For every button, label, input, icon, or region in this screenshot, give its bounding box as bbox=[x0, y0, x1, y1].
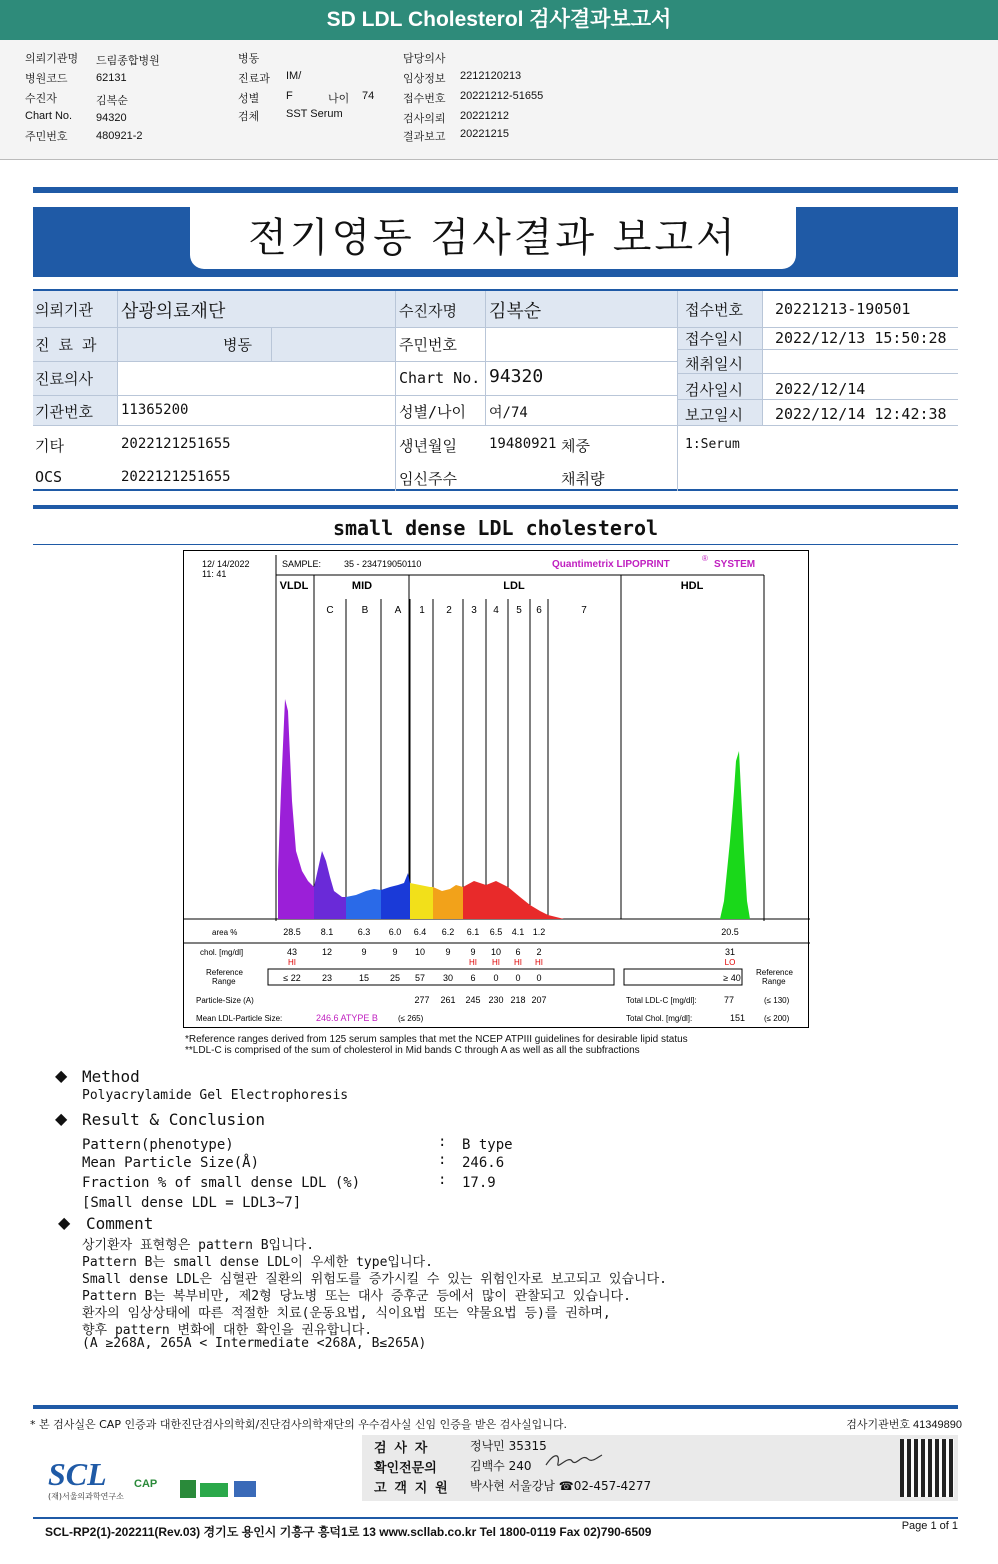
hdr-left-label-2: 수진자 bbox=[25, 93, 57, 105]
result-sep: : bbox=[438, 1152, 447, 1168]
grid-value-bg bbox=[117, 327, 395, 361]
chart-group-label: MID bbox=[351, 580, 373, 592]
grid-line bbox=[33, 361, 677, 362]
ocs-value: 2022121251655 bbox=[121, 469, 231, 485]
hdr-age-label: 나이 bbox=[328, 93, 350, 105]
diamond-bullet-icon: ◆ bbox=[58, 1213, 71, 1232]
sig-value: 정낙민 35315 bbox=[470, 1439, 547, 1453]
chart-mean-ref: (≤ 265) bbox=[398, 1014, 424, 1023]
acc-date-value: 2022/12/13 15:50:28 bbox=[775, 329, 947, 347]
chart-chol-value: 9 bbox=[445, 947, 451, 957]
chart-content bbox=[184, 554, 810, 1023]
chart-area-value: 6.5 bbox=[489, 927, 503, 937]
footer-bottom-rule bbox=[33, 1517, 958, 1519]
chart-area-value: 4.1 bbox=[511, 927, 525, 937]
chart-date: 12/ 14/2022 bbox=[202, 559, 250, 569]
chart-ref-value: 25 bbox=[389, 973, 401, 983]
chart-ref-value: 6 bbox=[470, 973, 476, 983]
section-title: small dense LDL cholesterol bbox=[332, 516, 659, 540]
chart-chol-flag: HI bbox=[514, 958, 522, 967]
title-box bbox=[190, 207, 796, 269]
req-inst-label: 의뢰기관 bbox=[35, 301, 93, 319]
chart-ref-label: Reference bbox=[206, 968, 243, 977]
chart-band-label: 2 bbox=[446, 605, 452, 616]
footnote-2: **LDL-C is comprised of the sum of cholesterol in Mid bands C through A as well as all the subfractions bbox=[185, 1045, 640, 1056]
result-sep: : bbox=[438, 1172, 447, 1188]
diamond-bullet-icon: ◆ bbox=[55, 1109, 68, 1128]
chart-chol-value: 43 bbox=[286, 947, 298, 957]
chart-particle-value: 207 bbox=[531, 995, 547, 1005]
hdr-right-value-1: 2212120213 bbox=[460, 70, 522, 82]
doctor-label: 진료의사 bbox=[35, 370, 93, 388]
diamond-bullet-icon: ◆ bbox=[55, 1066, 68, 1085]
chart-ref-label-right: Reference bbox=[756, 968, 793, 977]
grid-line bbox=[485, 291, 486, 425]
result-row-value: B type bbox=[462, 1137, 513, 1153]
grid-line bbox=[271, 327, 272, 361]
hdr-mid-label-3: 검체 bbox=[238, 111, 260, 123]
hdr-left-value-1: 62131 bbox=[96, 72, 127, 84]
hdr-right-value-3: 20221212 bbox=[460, 110, 509, 122]
sig-label: 확인전문의 bbox=[374, 1461, 437, 1476]
chart-label: Chart No. bbox=[399, 369, 481, 387]
chart-hdl-chol: 31 bbox=[724, 947, 736, 957]
chart-mean-label: Mean LDL-Particle Size: bbox=[196, 1014, 283, 1023]
section-rule-thin bbox=[33, 544, 958, 545]
chart-curve-area bbox=[410, 883, 433, 919]
hdr-left-label-4: 주민번호 bbox=[25, 131, 68, 143]
chart-hdl-flag: LO bbox=[724, 958, 736, 967]
institution-number: 검사기관번호 41349890 bbox=[846, 1419, 962, 1431]
report-label: 보고일시 bbox=[685, 406, 743, 424]
preg-label: 임신주수 bbox=[399, 470, 457, 488]
chart-chol-flag: HI bbox=[492, 958, 500, 967]
chart-group-label: LDL bbox=[503, 580, 525, 592]
section-rule bbox=[33, 505, 958, 509]
hdr-mid-value-2: F bbox=[286, 90, 293, 102]
chart-band-label: 3 bbox=[471, 605, 477, 616]
hdr-mid-label-1: 진료과 bbox=[238, 73, 270, 85]
chart-ref-label-2: Range bbox=[212, 977, 236, 986]
chart-group-label: HDL bbox=[680, 580, 704, 592]
result-row-label: Fraction % of small dense LDL (%) bbox=[82, 1175, 361, 1191]
grid-line bbox=[677, 291, 678, 491]
chart-ref-value: 0 bbox=[493, 973, 499, 983]
hdr-right-label-4: 결과보고 bbox=[403, 131, 446, 143]
chart-area-value: 6.0 bbox=[388, 927, 402, 937]
sig-label: 고 객 지 원 bbox=[374, 1481, 448, 1496]
accreditation-logo bbox=[200, 1483, 228, 1497]
chart-chol-value: 10 bbox=[414, 947, 426, 957]
chart-band-label: A bbox=[394, 605, 402, 616]
chart-brand-mark: ® bbox=[702, 554, 708, 563]
hdr-left-label-3: Chart No. bbox=[25, 110, 73, 122]
hdr-mid-label-2: 성별 bbox=[238, 93, 260, 105]
method-title: Method bbox=[82, 1067, 140, 1086]
dept-label: 진 료 과 bbox=[35, 336, 97, 354]
chart-area-label: area % bbox=[212, 928, 238, 937]
hdr-right-value-2: 20221212-51655 bbox=[460, 90, 544, 102]
grid-line bbox=[395, 291, 396, 491]
hdr-left-label-0: 의뢰기관명 bbox=[25, 53, 79, 65]
chart-chol-value: 10 bbox=[490, 947, 502, 957]
comment-line: 상기환자 표현형은 pattern B입니다. bbox=[82, 1238, 315, 1253]
chart-curve-area bbox=[278, 699, 314, 919]
sig-value: 박사현 서울강남 ☎02-457-4277 bbox=[470, 1479, 652, 1493]
grid-line bbox=[33, 395, 677, 396]
chart-sample-label: SAMPLE: bbox=[282, 559, 322, 569]
ocs-label: OCS bbox=[35, 468, 63, 486]
result-note: [Small dense LDL = LDL3~7] bbox=[82, 1195, 302, 1211]
footnote-1: *Reference ranges derived from 125 serum samples that met the NCEP ATPIII guidelines for desirable lipid status bbox=[185, 1034, 688, 1045]
comment-line: (A ≥268A, 265A < Intermediate <268A, B≤265A) bbox=[82, 1336, 427, 1351]
chart-curve-area bbox=[314, 851, 346, 919]
comment-line: 환자의 임상상태에 따른 적절한 치료(운동요법, 식이요법 또는 약물요법 등)를 권하며, bbox=[82, 1306, 611, 1321]
title-top-rule bbox=[33, 187, 958, 193]
inst-no-value: 11365200 bbox=[121, 402, 189, 418]
hdr-right-label-3: 검사의뢰 bbox=[403, 113, 446, 125]
acc-no-value: 20221213-190501 bbox=[775, 300, 911, 318]
chart-area-value: 6.4 bbox=[413, 927, 427, 937]
req-inst-value: 삼광의료재단 bbox=[121, 301, 226, 322]
chart-ref-label-right-2: Range bbox=[762, 977, 786, 986]
report-title: 전기영동 검사결과 보고서 bbox=[248, 215, 738, 261]
chart-particle-value: 218 bbox=[510, 995, 526, 1005]
footer-address: SCL-RP2(1)-202211(Rev.03) 경기도 용인시 기흥구 흥덕1로 13 www.scllab.co.kr Tel 1800-0119 Fax 02)790-6509 bbox=[45, 1525, 652, 1539]
chart-total-ldl-label: Total LDL-C [mg/dl]: bbox=[626, 996, 697, 1005]
specimen-value: 1:Serum bbox=[685, 437, 740, 452]
test-value: 2022/12/14 bbox=[775, 380, 866, 398]
chart-chol-value: 2 bbox=[536, 947, 542, 957]
hdr-right-value-4: 20221215 bbox=[460, 128, 509, 140]
sig-value: 김백수 240 bbox=[470, 1459, 532, 1473]
report-header-band bbox=[0, 0, 998, 40]
chart-value: 94320 bbox=[489, 366, 544, 387]
chart-ref-value: 23 bbox=[321, 973, 333, 983]
result-title: Result & Conclusion bbox=[82, 1110, 266, 1129]
scl-logo-text: SCL bbox=[48, 1456, 107, 1492]
chart-ref-value: ≤ 22 bbox=[283, 973, 301, 983]
patient-value: 김복순 bbox=[489, 301, 542, 322]
accreditation-logo bbox=[180, 1480, 196, 1498]
chart-chol-value: 9 bbox=[392, 947, 398, 957]
header-info-panel bbox=[0, 40, 998, 160]
hdr-right-label-0: 담당의사 bbox=[403, 53, 446, 65]
hdr-mid-value-1: IM/ bbox=[286, 70, 302, 82]
cap-logo bbox=[134, 1478, 174, 1500]
coll-label: 채취일시 bbox=[685, 355, 743, 373]
chart-band-label: 4 bbox=[493, 605, 499, 616]
chart-curve-area bbox=[381, 873, 410, 919]
hdr-right-label-1: 임상정보 bbox=[403, 73, 446, 85]
grid-line bbox=[33, 327, 958, 328]
chart-group-label: VLDL bbox=[279, 580, 309, 592]
dob-value: 19480921 bbox=[489, 436, 557, 452]
electrophoresis-chart bbox=[183, 550, 809, 1028]
chart-chol-flag: HI bbox=[469, 958, 477, 967]
chart-mean-value: 246.6 ATYPE B bbox=[316, 1013, 378, 1023]
chart-footnotes bbox=[185, 1034, 688, 1056]
chart-ref-value: 30 bbox=[442, 973, 454, 983]
sexage-value: 여/74 bbox=[489, 405, 528, 421]
chart-chol-value: 9 bbox=[361, 947, 367, 957]
chart-total-ldl-ref: (≤ 130) bbox=[764, 996, 790, 1005]
chart-particle-value: 230 bbox=[488, 995, 504, 1005]
grid-line bbox=[33, 425, 958, 426]
chart-brand-suffix: SYSTEM bbox=[714, 559, 756, 570]
chart-ref-value: 0 bbox=[515, 973, 521, 983]
etc-value: 2022121251655 bbox=[121, 436, 231, 452]
chart-ref-box bbox=[268, 969, 614, 985]
chart-total-chol-ref: (≤ 200) bbox=[764, 1014, 790, 1023]
hdr-left-label-1: 병원코드 bbox=[25, 73, 68, 85]
chart-area-value: 6.2 bbox=[441, 927, 455, 937]
qr-code-icon bbox=[900, 1439, 954, 1497]
chart-chol-value: 6 bbox=[515, 947, 521, 957]
chart-area-value: 6.1 bbox=[466, 927, 480, 937]
comment-line: 향후 pattern 변화에 대한 확인을 권유합니다. bbox=[82, 1323, 373, 1338]
chart-band-label: 1 bbox=[419, 605, 425, 616]
chart-brand: Quantimetrix LIPOPRINT bbox=[552, 559, 670, 570]
comment-line: Pattern B는 복부비만, 제2형 당뇨병 또는 대사 증후군 등에서 많이 관찰되고 있습니다. bbox=[82, 1289, 631, 1304]
chart-area-value: 28.5 bbox=[283, 927, 301, 937]
hdr-right-label-2: 접수번호 bbox=[403, 93, 446, 105]
rrn-label: 주민번호 bbox=[399, 336, 457, 354]
chart-curve-area bbox=[463, 881, 564, 919]
hdr-age-value: 74 bbox=[362, 90, 375, 102]
chart-particle-value: 245 bbox=[465, 995, 481, 1005]
chart-particle-value: 261 bbox=[440, 995, 456, 1005]
chart-time: 11: 41 bbox=[202, 569, 227, 579]
hdr-left-value-2: 김복순 bbox=[96, 95, 128, 107]
chart-chol-label: chol. [mg/dl] bbox=[200, 948, 244, 957]
scl-logo bbox=[48, 1456, 128, 1502]
patient-label: 수진자명 bbox=[399, 302, 457, 320]
etc-label: 기타 bbox=[35, 437, 64, 455]
chart-curve-area bbox=[433, 885, 463, 919]
chart-particle-label: Particle-Size (A) bbox=[196, 996, 254, 1005]
footer-rule bbox=[33, 1405, 958, 1409]
hdr-mid-label-0: 병동 bbox=[238, 53, 260, 65]
chart-band-label: 7 bbox=[581, 605, 587, 616]
chart-total-chol: 151 bbox=[730, 1013, 746, 1023]
chart-ref-value: 0 bbox=[536, 973, 542, 983]
result-row-label: Mean Particle Size(Å) bbox=[82, 1155, 260, 1171]
grid-line bbox=[762, 291, 763, 425]
vol-label: 채취량 bbox=[561, 470, 605, 488]
hdr-left-value-0: 드림종합병원 bbox=[96, 55, 160, 67]
chart-band-label: C bbox=[326, 605, 334, 616]
patient-info-grid bbox=[33, 289, 958, 491]
chart-particle-value: 277 bbox=[414, 995, 430, 1005]
acc-no-label: 접수번호 bbox=[685, 301, 743, 319]
chart-chol-value: 12 bbox=[321, 947, 333, 957]
chart-svg bbox=[184, 551, 810, 1029]
accreditation-logo bbox=[234, 1481, 256, 1497]
chart-hdl-area: 20.5 bbox=[721, 927, 739, 937]
comment-line: Pattern B는 small dense LDL이 우세한 type입니다. bbox=[82, 1255, 433, 1270]
acc-date-label: 접수일시 bbox=[685, 330, 743, 348]
inst-no-label: 기관번호 bbox=[35, 403, 93, 421]
chart-curve-area bbox=[346, 889, 381, 919]
report-header-title: SD LDL Cholesterol 검사결과보고서 bbox=[326, 8, 672, 31]
chart-ref-value: 15 bbox=[358, 973, 370, 983]
chart-curve-area bbox=[720, 751, 750, 919]
chart-hdl-ref: ≥ 40 bbox=[723, 973, 741, 983]
grid-line bbox=[677, 349, 958, 350]
hdr-left-value-4: 480921-2 bbox=[96, 130, 143, 142]
chart-band-label: 6 bbox=[536, 605, 542, 616]
test-label: 검사일시 bbox=[685, 381, 743, 399]
chart-sample-value: 35 - 234719050110 bbox=[344, 559, 422, 569]
signature-box bbox=[362, 1435, 958, 1501]
hdr-mid-value-3: SST Serum bbox=[286, 108, 343, 120]
grid-line bbox=[117, 291, 118, 425]
chart-band-label: B bbox=[361, 605, 369, 616]
chart-area-value: 6.3 bbox=[357, 927, 371, 937]
chart-ref-value: 57 bbox=[414, 973, 426, 983]
weight-label: 체중 bbox=[561, 437, 590, 455]
handwritten-signature bbox=[542, 1449, 604, 1473]
chart-chol-flag: HI bbox=[288, 958, 296, 967]
result-row-label: Pattern(phenotype) bbox=[82, 1137, 234, 1153]
certification-note: * 본 검사실은 CAP 인증과 대한진단검사의학회/진단검사의학재단의 우수검사실 신임 인증을 받은 검사실입니다. bbox=[30, 1418, 568, 1431]
chart-chol-value: 9 bbox=[470, 947, 476, 957]
dept-value: 병동 bbox=[223, 336, 252, 354]
page-number: Page 1 of 1 bbox=[901, 1520, 958, 1532]
chart-total-ldl: 77 bbox=[724, 995, 735, 1005]
report-value: 2022/12/14 12:42:38 bbox=[775, 405, 947, 423]
chart-total-chol-label: Total Chol. [mg/dl]: bbox=[626, 1014, 693, 1023]
sig-label: 검 사 자 bbox=[374, 1441, 428, 1456]
chart-area-value: 1.2 bbox=[532, 927, 546, 937]
chart-chol-flag: HI bbox=[535, 958, 543, 967]
result-row-value: 246.6 bbox=[462, 1155, 505, 1171]
comment-title: Comment bbox=[86, 1214, 154, 1233]
cap-logo-text: CAP bbox=[134, 1478, 158, 1490]
chart-band-label: 5 bbox=[516, 605, 522, 616]
dob-label: 생년월일 bbox=[399, 437, 457, 455]
scl-logo-sub: (재)서울의과학연구소 bbox=[48, 1492, 124, 1501]
comment-line: Small dense LDL은 심혈관 질환의 위험도를 증가시킬 수 있는 위험인자로 보고되고 있습니다. bbox=[82, 1272, 667, 1287]
sexage-label: 성별/나이 bbox=[399, 403, 466, 421]
result-sep: : bbox=[438, 1134, 447, 1150]
result-row-value: 17.9 bbox=[462, 1175, 496, 1191]
method-text: Polyacrylamide Gel Electrophoresis bbox=[82, 1088, 349, 1103]
chart-area-value: 8.1 bbox=[320, 927, 334, 937]
hdr-left-value-3: 94320 bbox=[96, 112, 127, 124]
